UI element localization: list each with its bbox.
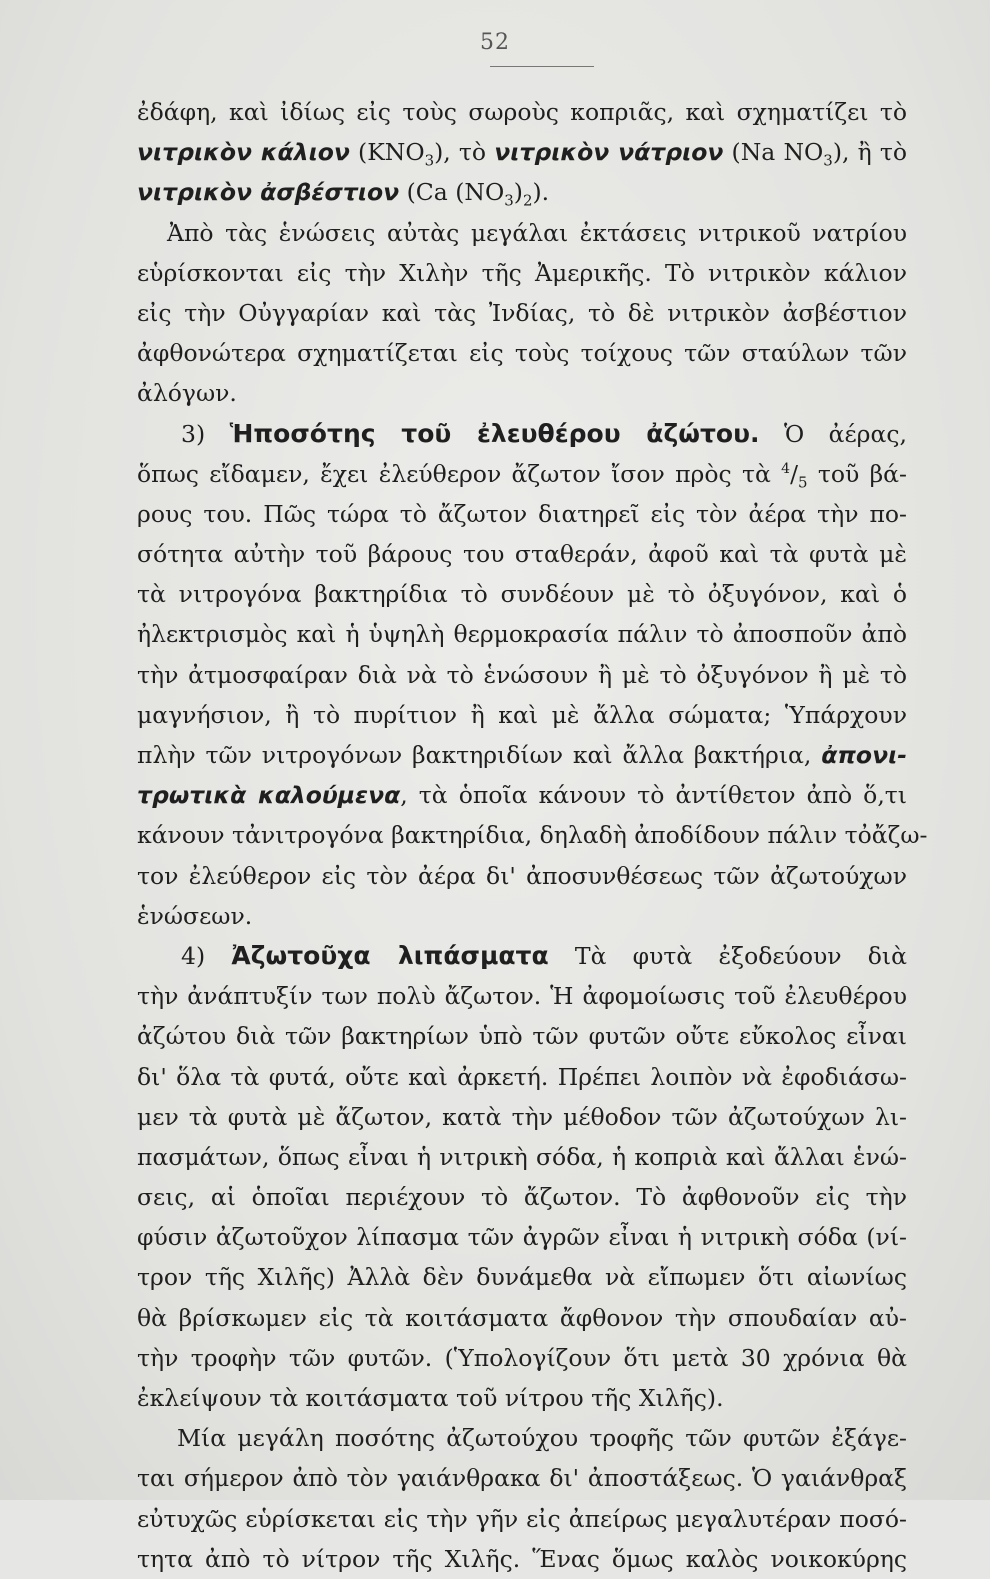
text-run: μαγνήσιον, ἢ τὸ πυρίτιον ἢ καὶ μὲ ἄλλα σώματα; Ὑπάρχουν: [137, 700, 907, 729]
text-line: [137, 614, 907, 654]
text-run: 5: [797, 473, 808, 492]
page-number-rule: [490, 66, 594, 67]
text-run: (KNO: [349, 138, 425, 167]
text-run: τὰ νιτρογόνα βακτηρίδια τὸ συνδέουν μὲ τὸ ὀξυγόνον, καὶ ὁ: [137, 580, 907, 609]
text-line: [137, 494, 907, 534]
text-run: ἐδάφη, καὶ ἰδίως εἰς τοὺς σωροὺς κοπριᾶς, καὶ σχηματίζει τὸ: [137, 98, 907, 126]
text-run: ρους του. Πῶς τώρα τὸ ἄζωτον διατηρεῖ εἰς τὸν ἀέρα τὴν πο-: [137, 499, 907, 528]
text-run: κάνουν τἀνιτρογόνα βακτηρίδια, δηλαδὴ ἀποδίδουν πάλιν τὀἄζω-: [137, 821, 928, 850]
text-line: [137, 414, 907, 454]
text-run: τητα ἀπὸ τὸ νίτρον τῆς Χιλῆς. Ἕνας ὅμως καλὸς νοικοκύρης: [137, 1544, 907, 1573]
text-run: ὅπως εἴδαμεν, ἔχει ἐλεύθερον ἄζωτον ἴσον πρὸς τὰ: [137, 459, 782, 488]
text-run: μεν τὰ φυτὰ μὲ ἄζωτον, κατὰ τὴν μέθοδον τῶν ἀζωτούχων λι-: [137, 1102, 907, 1131]
emphasized-term: ἀπονι-: [821, 741, 907, 769]
text-run: εὐτυχῶς εὑρίσκεται εἰς τὴν γῆν εἰς ἀπείρως μεγαλυτέραν ποσό-: [137, 1504, 907, 1533]
text-line: [137, 253, 907, 293]
text-run: ἀζώτου διὰ τῶν βακτηρίων ὑπὸ τῶν φυτῶν οὔτε εὔκολος εἶναι: [137, 1022, 907, 1051]
text-line: [137, 1057, 907, 1097]
text-line: [137, 695, 907, 735]
text-run: ἠλεκτρισμὸς καὶ ἡ ὑψηλὴ θερμοκρασία πάλιν τὸ ἀποσποῦν ἀπὸ: [137, 620, 907, 649]
text-run: εἰς τὴν Οὐγγαρίαν καὶ τὰς Ἰνδίας, τὸ δὲ νιτρικὸν ἀσβέστιον: [137, 298, 907, 327]
text-line: [137, 293, 907, 333]
text-line: [137, 1137, 907, 1177]
text-line: [137, 1298, 907, 1338]
text-line: [137, 815, 928, 855]
text-line: [137, 1016, 907, 1056]
text-run: τον ἐλεύθερον εἰς τὸν ἀέρα δι' ἀποσυνθέσεως τῶν ἀζωτούχων: [137, 861, 907, 890]
text-run: 3): [181, 419, 230, 448]
emphasized-term: τρωτικὰ καλούμενα: [137, 781, 401, 810]
text-run: φύσιν ἀζωτοῦχον λίπασμα τῶν ἀγρῶν εἶναι ἡ νιτρικὴ σόδα (νί-: [137, 1223, 907, 1252]
text-run: εὑρίσκονται εἰς τὴν Χιλὴν τῆς Ἀμερικῆς. Τὸ νιτρικὸν κάλιον: [137, 258, 907, 287]
text-run: ), τὸ: [434, 138, 495, 167]
text-line: [137, 1378, 907, 1418]
text-run: Μία μεγάλη ποσότης ἀζωτούχου τροφῆς τῶν φυτῶν ἐξάγε-: [177, 1424, 907, 1453]
text-line: [137, 976, 907, 1016]
text-line: [137, 373, 907, 413]
text-line: [137, 896, 907, 936]
text-run: ἀλόγων.: [137, 379, 237, 408]
text-run: πλὴν τῶν νιτρογόνων βακτηριδίων καὶ ἄλλα βακτήρια,: [137, 741, 822, 769]
text-line: [137, 213, 907, 253]
text-run: τὴν τροφὴν τῶν φυτῶν. (Ὑπολογίζουν ὅτι μετὰ 30 χρόνια θὰ: [137, 1343, 907, 1372]
text-line: [137, 574, 907, 614]
text-run: 2: [522, 192, 533, 211]
text-line: [137, 856, 907, 896]
page-number: 52: [480, 30, 510, 55]
text-line: [137, 1499, 907, 1539]
text-run: 4: [781, 460, 791, 477]
text-line: [137, 936, 907, 976]
text-line: [137, 1418, 907, 1458]
text-run: 3: [424, 151, 435, 170]
text-run: δι' ὅλα τὰ φυτά, οὔτε καὶ ἀρκετή. Πρέπει λοιπὸν νὰ ἐφοδιάσω-: [137, 1062, 907, 1091]
text-run: σότητα αὐτὴν τοῦ βάρους του σταθεράν, ἀφοῦ καὶ τὰ φυτὰ μὲ: [137, 540, 907, 569]
body-text: [137, 92, 928, 1579]
text-run: θὰ βρίσκωμεν εἰς τὰ κοιτάσματα ἄφθονον τὴν σπουδαίαν αὐ-: [137, 1303, 907, 1332]
text-run: σεις, αἱ ὁποῖαι περιέχουν τὸ ἄζωτον. Τὸ ἀφθονοῦν εἰς τὴν: [137, 1183, 907, 1212]
text-line: [137, 1539, 907, 1579]
text-line: [137, 655, 907, 695]
text-run: ): [513, 178, 523, 207]
section-heading: Ἡποσότης τοῦ ἐλευθέρου ἀζώτου.: [229, 418, 760, 448]
text-run: 4): [181, 941, 232, 970]
text-line: [137, 1217, 907, 1257]
text-run: ).: [532, 178, 550, 207]
text-run: 3: [823, 151, 833, 170]
text-run: (Ca (NO: [399, 178, 505, 207]
text-line: [137, 1097, 907, 1137]
text-run: ἑνώσεων.: [137, 901, 253, 930]
text-run: Τὰ φυτὰ ἐξοδεύουν διὰ: [548, 941, 907, 970]
emphasized-term: νιτρικὸν νάτριον: [494, 138, 724, 167]
text-run: ἀφθονώτερα σχηματίζεται εἰς τοὺς τοίχους τῶν σταύλων τῶν: [137, 339, 907, 368]
text-line: [137, 1338, 907, 1378]
text-line: [137, 735, 907, 775]
text-line: [137, 172, 907, 212]
text-run: τὴν ἀνάπτυξίν των πολὺ ἄζωτον. Ἡ ἀφομοίωσις τοῦ ἐλευθέρου: [137, 982, 907, 1011]
section-heading: Ἀζωτοῦχα λιπάσματα: [231, 940, 549, 970]
text-run: ἐκλείψουν τὰ κοιτάσματα τοῦ νίτρου τῆς Χιλῆς).: [137, 1384, 724, 1412]
text-run: τοῦ βά-: [807, 459, 907, 488]
text-run: 3: [504, 192, 514, 211]
text-run: ται σήμερον ἀπὸ τὸν γαιάνθρακα δι' ἀποστάξεως. Ὁ γαιάνθραξ: [137, 1464, 907, 1493]
text-line: [137, 333, 907, 373]
text-line: [137, 1177, 907, 1217]
emphasized-term: νιτρικὸν κάλιον: [137, 138, 350, 167]
text-line: [137, 92, 907, 132]
text-run: Ἀπὸ τὰς ἑνώσεις αὐτὰς μεγάλαι ἐκτάσεις νιτρικοῦ νατρίου: [167, 218, 907, 247]
text-run: Ὁ ἀέρας,: [759, 419, 908, 448]
text-line: [137, 1257, 907, 1297]
text-line: [137, 534, 907, 574]
text-line: [137, 132, 907, 172]
text-line: [137, 454, 907, 494]
text-run: /: [790, 459, 798, 488]
text-run: τρον τῆς Χιλῆς) Ἀλλὰ δὲν δυνάμεθα νὰ εἴπωμεν ὅτι αἰωνίως: [137, 1263, 907, 1292]
text-line: [137, 775, 907, 815]
text-line: [137, 1458, 907, 1498]
text-run: (Na NO: [723, 138, 824, 167]
text-run: πασμάτων, ὅπως εἶναι ἡ νιτρικὴ σόδα, ἡ κοπριὰ καὶ ἄλλαι ἑνώ-: [137, 1142, 907, 1171]
text-run: , τὰ ὁποῖα κάνουν τὸ ἀντίθετον ἀπὸ ὅ,τι: [400, 781, 907, 810]
emphasized-term: νιτρικὸν ἀσβέστιον: [137, 178, 400, 207]
text-run: τὴν ἀτμοσφαίραν διὰ νὰ τὸ ἑνώσουν ἢ μὲ τὸ ὀξυγόνον ἢ μὲ τὸ: [137, 660, 907, 689]
text-run: ), ἢ τὸ: [832, 138, 908, 167]
